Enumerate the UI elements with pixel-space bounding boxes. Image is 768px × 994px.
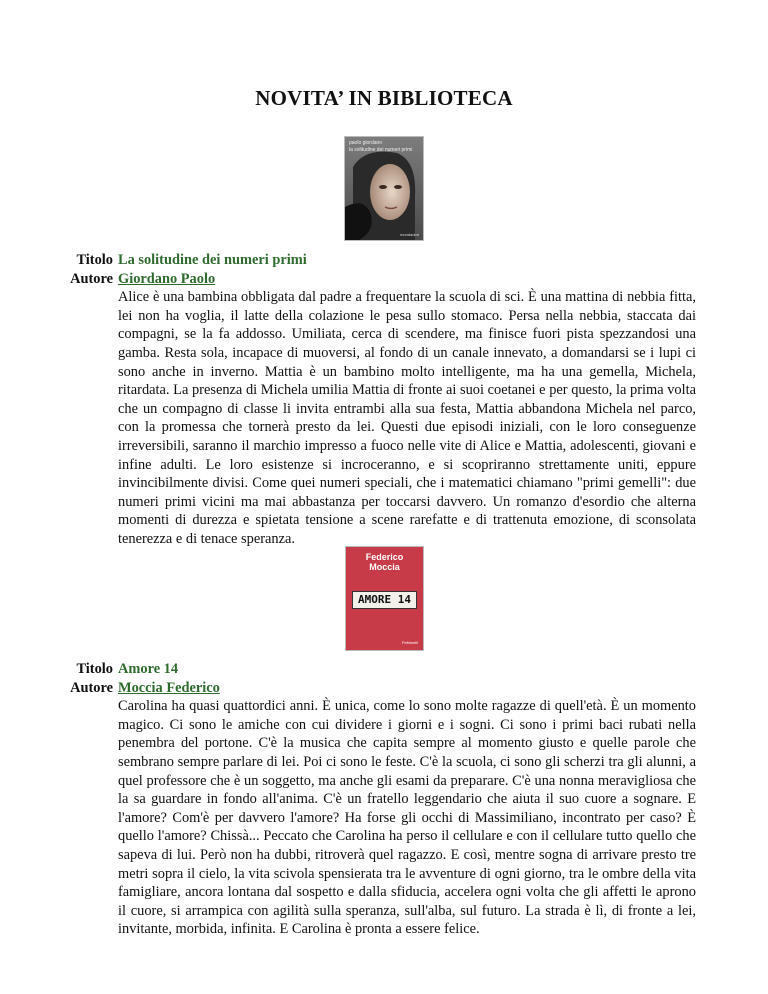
book-description: Carolina ha quasi quattordici anni. È unica, come lo sono molte ragazze di quell'età. È un momento magico. Ci sono le amiche con cui dividere i giorni e i sogni. Ci sono i primi baci rubati nella penembra del portone. C'è la musica che capita sempre al momento giusto e quelle parole che sembrano sempre parlare di lei. Poi ci sono le feste. C'è la scuola, ci sono gli scherzi tra gli alunni, a quel professore che è un soggetto, ma anche gli esami da preparare. C'è una nonna meravigliosa che la sa guardare in fondo all'anima. C'è un fratello leggendario che aiuta il suo cuore a sognare. E l'amore? Com'è per davvero l'amore? Ha forse gli occhi di Massimiliano, incontrato per caso? È quello l'amore? Chissà... Peccato che Carolina ha perso il cellulare e con il cellulare tutto quello che sapeva di lui. Però non ha dubbi, ritroverà quel ragazzo. E così, mentre sogna di arrivare presto tre metri sopra il cielo, la vita scivola spensierata tra le avventure di ogni giorno, tra le ombre della vita famigliare, ancora lontana dal sospetto e dalla sfiducia, accelera ogni volta che gli affetti le aprono il cuore, si arrampica con agilità sulla speranza, sull'alba, sul futuro. La strada è lì, di fronte a lei, invitante, morbida, infinita. E Carolina è pronta a essere felice. bbox=[118, 698, 696, 938]
book-cover-image bbox=[344, 136, 424, 241]
book-title: Amore 14 bbox=[118, 661, 179, 677]
title-row bbox=[44, 660, 696, 679]
author-row bbox=[44, 679, 696, 698]
cover-publisher-text: Feltrinelli bbox=[401, 640, 418, 645]
cover-author-last: Moccia bbox=[369, 562, 400, 572]
author-link[interactable]: Moccia Federico bbox=[118, 679, 220, 696]
title-row bbox=[44, 251, 696, 270]
cover-title-text: AMORE 14 bbox=[358, 593, 411, 606]
author-label: Autore bbox=[70, 270, 113, 287]
cover-author-first: Federico bbox=[365, 552, 404, 562]
cover-publisher-text: mondadori bbox=[400, 232, 419, 237]
cover-title-text: la solitudine dei numeri primi bbox=[349, 147, 413, 153]
book-description: Alice è una bambina obbligata dal padre a frequentare la scuola di sci. È una mattina di nebbia fitta, lei non ha voglia, il latte della colazione le pesa sullo stomaco. Persa nella nebbia, staccata dai compagni, se la fa addosso. Umiliata, cerca di scendere, ma finisce fuori pista spezzandosi una gamba. Resta sola, incapace di muoversi, al fondo di un canale innevato, a domandarsi se i lupi ci sono anche in inverno. Mattia è un bambino molto intelligente, ma ha una gemella, Michela, ritardata. La presenza di Michela umilia Mattia di fronte ai suoi coetanei e per questo, la prima volta che un compagno di classe li invita entrambi alla sua festa, Mattia abbandona Michela nel parco, con la promessa che tornerà presto da lei. Questi due episodi iniziali, con le loro conseguenze irreversibili, saranno il marchio impresso a fuoco nelle vite di Alice e Mattia, adolescenti, giovani e infine adulti. Le loro esistenze si incroceranno, e si scopriranno strettamente uniti, eppure invincibilmente divisi. Come quei numeri speciali, che i matematici chiamano "primi gemelli": due numeri primi vicini ma mai abbastanza per toccarsi davvero. Un romanzo d'esordio che alterna momenti di durezza e spietata tensione a scene rarefatte e di trattenuta emozione, di sconsolata tenerezza e di tenace speranza. bbox=[118, 289, 696, 547]
book-entry bbox=[44, 660, 696, 939]
title-label: Titolo bbox=[76, 661, 113, 677]
book-title: La solitudine dei numeri primi bbox=[118, 252, 307, 268]
cover-title-box bbox=[352, 591, 417, 609]
book-cover-image bbox=[345, 546, 424, 651]
title-label: Titolo bbox=[76, 252, 113, 268]
author-link[interactable]: Giordano Paolo bbox=[118, 270, 216, 287]
author-label: Autore bbox=[70, 679, 113, 696]
author-row bbox=[44, 270, 696, 289]
page-title: NOVITA’ IN BIBLIOTECA bbox=[255, 86, 513, 110]
book-entry bbox=[44, 251, 696, 549]
cover-author-text: paolo giordano bbox=[349, 140, 383, 146]
